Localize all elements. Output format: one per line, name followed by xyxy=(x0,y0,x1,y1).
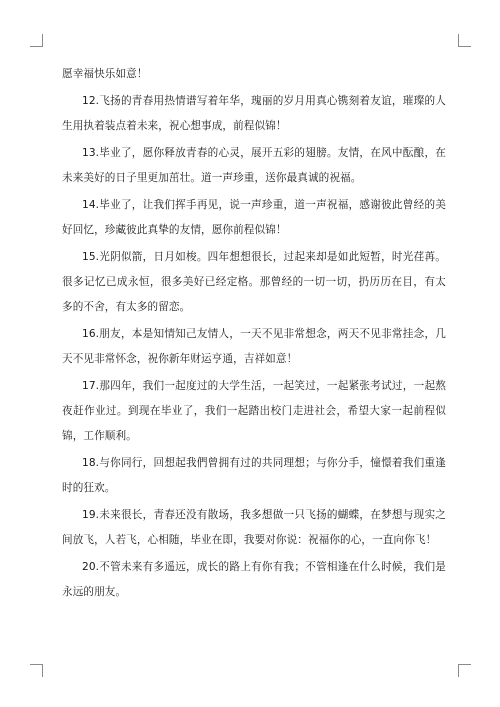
paragraph-continued: 愿幸福快乐如意！ xyxy=(62,68,148,80)
paragraph-17: 17.那四年，我们一起度过的大学生活，一起笑过，一起紧张考试过，一起熬夜赶作业过。到现在毕业了，我们一起踏出校门走进社会，希望大家一起前程似锦，工作顺利。 xyxy=(62,380,446,442)
crop-mark-top-left xyxy=(30,34,43,47)
crop-mark-bottom-left xyxy=(30,664,43,677)
paragraph-15: 15.光阴似箭，日月如梭。四年想想很长，过起来却是如此短暂，时光荏苒。很多记忆已成永恒，很多美好已经定格。那曾经的一切一切，扔历历在目，有太多的不舍，有太多的留恋。 xyxy=(62,251,446,313)
paragraph-18: 18.与你同行，回想起我們曾拥有过的共同理想；与你分手，憧憬着我们重逢时的狂欢。 xyxy=(62,457,446,494)
document-body xyxy=(62,62,446,607)
paragraph-12: 12.飞扬的青春用热情谱写着年华，瑰丽的岁月用真心镌刻着友谊，璀璨的人生用执着装点着未来，祝心想事成，前程似锦！ xyxy=(62,95,446,132)
paragraph-20: 20.不管未来有多遥远，成长的路上有你有我；不管相逢在什么时候，我们是永远的朋友。 xyxy=(62,561,446,598)
paragraph-14: 14.毕业了，让我们挥手再见，说一声珍重，道一声祝福，感谢彼此曾经的美好回忆，珍藏彼此真挚的友情，愿你前程似锦！ xyxy=(62,199,446,236)
crop-mark-top-right xyxy=(458,34,471,47)
paragraph-19: 19.未来很长，青春还没有散场，我多想做一只飞扬的蝴蝶，在梦想与现实之间放飞，人若飞，心相随，毕业在即，我要对你说：祝福你的心，一直向你飞！ xyxy=(62,509,446,546)
paragraph-16: 16.朋友，本是知情知己友情人，一天不见非常想念，两天不见非常挂念，几天不见非常怀念，祝你新年财运亨通，吉祥如意！ xyxy=(62,328,446,365)
crop-mark-bottom-right xyxy=(458,664,471,677)
paragraph-13: 13.毕业了，愿你释放青春的心灵，展开五彩的翅膀。友情，在风中酝酿，在未来美好的日子里更加茁壮。道一声珍重，送你最真诚的祝福。 xyxy=(62,147,446,184)
